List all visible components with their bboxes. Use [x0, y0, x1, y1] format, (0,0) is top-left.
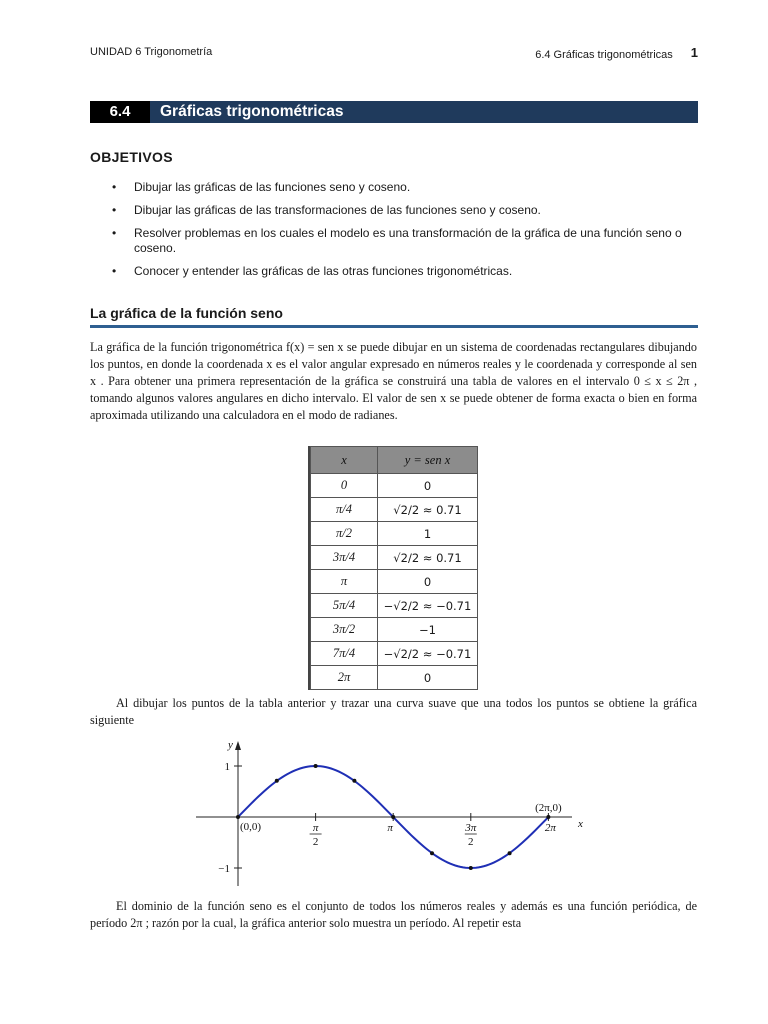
table-cell-x: 5π/4 — [311, 594, 378, 618]
sine-values-table — [310, 446, 478, 690]
table-cell-x: π/2 — [311, 522, 378, 546]
section-number: 6.4 — [90, 101, 150, 123]
objective-item: • Dibujar las gráficas de las transformaciones de las funciones seno y coseno. — [90, 203, 690, 218]
table-cell-x: 3π/4 — [311, 546, 378, 570]
table-cell-y: 1 — [378, 522, 478, 546]
data-point — [352, 779, 356, 783]
y-axis-label: y — [228, 739, 233, 751]
table-cell-x: 0 — [311, 474, 378, 498]
table-row — [311, 666, 478, 690]
section-title-bar — [90, 101, 698, 123]
x-tick-denominator: 2 — [468, 836, 474, 848]
table-header-x: x — [311, 447, 378, 474]
objectives-list — [90, 180, 690, 287]
table-cell-y: √2/2 ≈ 0.71 — [378, 546, 478, 570]
sine-graph — [190, 736, 590, 892]
table-cell-y: √2/2 ≈ 0.71 — [378, 498, 478, 522]
graph-intro-paragraph: Al dibujar los puntos de la tabla anterior y trazar una curva suave que una todos los puntos se obtiene la gráfica siguiente — [90, 696, 697, 727]
y-tick-label: 1 — [224, 761, 230, 773]
subsection-heading: La gráfica de la función seno — [90, 305, 283, 321]
table-row — [311, 594, 478, 618]
table-cell-y: 0 — [378, 474, 478, 498]
x-tick-denominator: 2 — [312, 836, 319, 848]
table-cell-x: 7π/4 — [311, 642, 378, 666]
table-row — [311, 498, 478, 522]
table-cell-x: 3π/2 — [311, 618, 378, 642]
page-number: 1 — [690, 45, 698, 60]
data-point — [391, 815, 395, 819]
table-row — [311, 522, 478, 546]
data-point — [546, 815, 550, 819]
y-axis-arrow — [235, 741, 241, 750]
table-cell-y: −√2/2 ≈ −0.71 — [378, 642, 478, 666]
data-point — [275, 779, 279, 783]
domain-paragraph: El dominio de la función seno es el conjunto de todos los números reales y además es una función periódica, de período 2π ; razón por la cual, la gráfica anterior solo muestra un período. Al repetir esta — [90, 899, 697, 930]
point-annotation: (0,0) — [240, 821, 262, 833]
x-tick-label: 2π — [544, 822, 556, 834]
table-cell-x: 2π — [311, 666, 378, 690]
header-section — [535, 46, 698, 61]
x-tick-numerator: π — [312, 822, 319, 834]
table-row — [311, 642, 478, 666]
objectives-heading: OBJETIVOS — [90, 149, 173, 165]
table-cell-x: π/4 — [311, 498, 378, 522]
table-cell-y: 0 — [378, 570, 478, 594]
graph-axes — [196, 741, 572, 886]
section-title: Gráficas trigonométricas — [160, 103, 344, 120]
table-cell-x: π — [311, 570, 378, 594]
data-point — [236, 815, 240, 819]
header-section-title: 6.4 Gráficas trigonométricas — [535, 49, 673, 61]
graph-labels — [218, 739, 583, 875]
data-point — [508, 851, 512, 855]
table-cell-y: −1 — [378, 618, 478, 642]
subsection-rule — [90, 325, 698, 328]
data-point — [314, 764, 318, 768]
intro-paragraph: La gráfica de la función trigonométrica f(x) = sen x se puede dibujar en un sistema de coordenadas rectangulares dibujando los puntos, en donde la coordenada x es el valor angular expresado en números reales y le coordenada y corresponde al sen x . Para obtener una primera representación de la gráfica se construirá una tabla de valores en el intervalo 0 ≤ x ≤ 2π , tomando algunos valores angulares en dicho intervalo. El valor de sen x se puede obtener de forma exacta o bien en forma aproximada utilizando una calculadora en el modo de radianes. — [90, 340, 697, 422]
objective-item: • Resolver problemas en los cuales el modelo es una transformación de la gráfica de una función seno o coseno. — [90, 226, 690, 256]
objective-item: • Dibujar las gráficas de las funciones seno y coseno. — [90, 180, 690, 195]
table-header-y: y = sen x — [378, 447, 478, 474]
x-tick-label: π — [387, 822, 393, 834]
table-cell-y: −√2/2 ≈ −0.71 — [378, 594, 478, 618]
table-row — [311, 546, 478, 570]
objective-item: • Conocer y entender las gráficas de las otras funciones trigonométricas. — [90, 264, 690, 279]
x-axis-label: x — [578, 818, 583, 830]
header-unit: UNIDAD 6 Trigonometría — [90, 46, 213, 58]
page-header — [90, 46, 698, 62]
table-cell-y: 0 — [378, 666, 478, 690]
data-point — [430, 851, 434, 855]
table-header-row — [311, 447, 478, 474]
table-row — [311, 474, 478, 498]
table-row — [311, 618, 478, 642]
data-point — [469, 866, 473, 870]
x-tick-numerator: 3π — [465, 822, 477, 834]
point-annotation: (2π,0) — [535, 802, 562, 814]
y-tick-label: −1 — [218, 863, 230, 875]
table-row — [311, 570, 478, 594]
